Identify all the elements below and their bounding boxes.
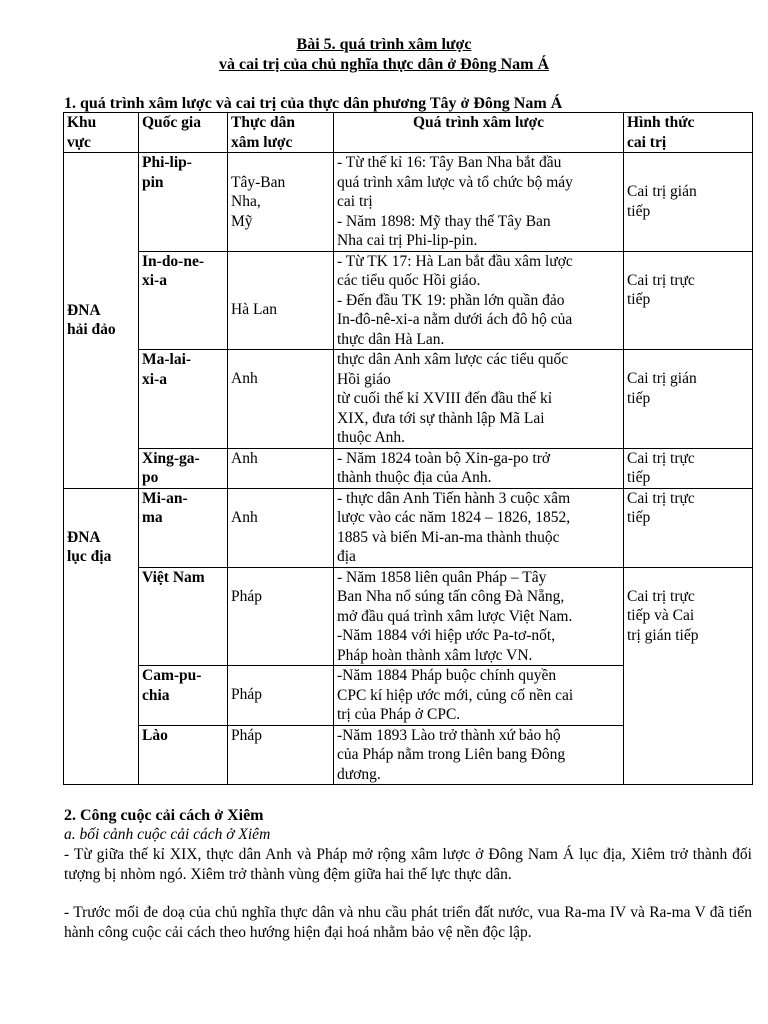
rule-cell-french: Cai trị trực tiếp và Cai trị gián tiếp	[624, 567, 753, 785]
process-cell: - Từ thế kỉ 16: Tây Ban Nha bắt đầu quá trình xâm lược và tổ chức bộ máy cai trị - Năm 1898: Mỹ thay thế Tây Ban Nha cai trị Phi-lip-pin.	[334, 153, 624, 252]
country-cell: Mi-an- ma	[139, 488, 228, 567]
colonizer-cell: Hà Lan	[228, 251, 334, 350]
colonization-table	[63, 112, 753, 785]
country-cell: Ma-lai- xi-a	[139, 350, 228, 449]
header-colonizer: Thực dân xâm lược	[228, 113, 334, 153]
country-cell: Việt Nam	[139, 567, 228, 666]
region-mainland: ĐNA lục địa	[64, 488, 139, 785]
country-cell: In-do-ne- xi-a	[139, 251, 228, 350]
section1-heading: 1. quá trình xâm lược và cai trị của thực dân phương Tây ở Đông Nam Á	[64, 95, 563, 112]
header-process: Quá trình xâm lược	[334, 113, 624, 153]
colonizer-cell: Pháp	[228, 666, 334, 726]
table-row	[64, 488, 753, 567]
colonizer-cell: Tây-Ban Nha, Mỹ	[228, 153, 334, 252]
process-cell: - thực dân Anh Tiến hành 3 cuộc xâm lược vào các năm 1824 – 1826, 1852, 1885 và biến Mi-an-ma thành thuộc địa	[334, 488, 624, 567]
table-row	[64, 448, 753, 488]
colonizer-cell: Anh	[228, 350, 334, 449]
document-title-line2: và cai trị của chủ nghĩa thực dân ở Đông Nam Á	[218, 56, 550, 73]
rule-cell: Cai trị trực tiếp	[624, 448, 753, 488]
colonizer-cell: Pháp	[228, 567, 334, 666]
process-cell: -Năm 1893 Lào trở thành xứ bảo hộ của Pháp nằm trong Liên bang Đông dương.	[334, 725, 624, 785]
table-row	[64, 350, 753, 449]
country-cell: Lào	[139, 725, 228, 785]
header-country: Quốc gia	[139, 113, 228, 153]
process-cell: -Năm 1884 Pháp buộc chính quyền CPC kí hiệp ước mới, củng cố nền cai trị của Pháp ở CPC.	[334, 666, 624, 726]
process-cell: - Năm 1824 toàn bộ Xin-ga-po trở thành thuộc địa của Anh.	[334, 448, 624, 488]
country-cell: Xing-ga- po	[139, 448, 228, 488]
rule-cell: Cai trị trực tiếp	[624, 251, 753, 350]
table-row	[64, 251, 753, 350]
paragraph-1: - Từ giữa thế kỉ XIX, thực dân Anh và Pháp mở rộng xâm lược ở Đông Nam Á lục địa, Xiêm trở thành đối tượng bị nhòm ngó. Xiêm trở thành vùng đệm giữa hai thế lực thực dân.	[64, 846, 752, 883]
section2-subheading-a: a. bối cảnh cuộc cải cách ở Xiêm	[64, 826, 271, 843]
colonizer-cell: Anh	[228, 448, 334, 488]
process-cell: thực dân Anh xâm lược các tiểu quốc Hồi giáo từ cuối thế kỉ XVIII đến đầu thế kỉ XIX, đưa tới sự thành lập Mã Lai thuộc Anh.	[334, 350, 624, 449]
header-region: Khu vực	[64, 113, 139, 153]
header-rule: Hình thức cai trị	[624, 113, 753, 153]
rule-cell: Cai trị gián tiếp	[624, 153, 753, 252]
country-cell: Cam-pu- chia	[139, 666, 228, 726]
region-island: ĐNA hải đảo	[64, 153, 139, 489]
colonizer-cell: Anh	[228, 488, 334, 567]
table-row	[64, 153, 753, 252]
table-header-row	[64, 113, 753, 153]
country-cell: Phi-lip- pin	[139, 153, 228, 252]
colonizer-cell: Pháp	[228, 725, 334, 785]
document-title-line1: Bài 5. quá trình xâm lược	[296, 36, 472, 53]
rule-cell: Cai trị gián tiếp	[624, 350, 753, 449]
process-cell: - Năm 1858 liên quân Pháp – Tây Ban Nha nổ súng tấn công Đà Nẵng, mở đầu quá trình xâm lược Việt Nam. -Năm 1884 với hiệp ước Pa-tơ-nốt, Pháp hoàn thành xâm lược VN.	[334, 567, 624, 666]
paragraph-2: - Trước mối đe doạ của chủ nghĩa thực dân và nhu cầu phát triển đất nước, vua Ra-ma IV và Ra-ma V đã tiến hành công cuộc cải cách theo hướng hiện đại hoá nhằm bảo vệ nền độc lập.	[64, 904, 752, 941]
table-row	[64, 567, 753, 666]
rule-cell: Cai trị trực tiếp	[624, 488, 753, 567]
section2-heading: 2. Công cuộc cải cách ở Xiêm	[64, 807, 264, 824]
process-cell: - Từ TK 17: Hà Lan bắt đầu xâm lược các tiểu quốc Hồi giáo. - Đến đầu TK 19: phần lớn quần đảo In-đô-nê-xi-a nằm dưới ách đô hộ của thực dân Hà Lan.	[334, 251, 624, 350]
